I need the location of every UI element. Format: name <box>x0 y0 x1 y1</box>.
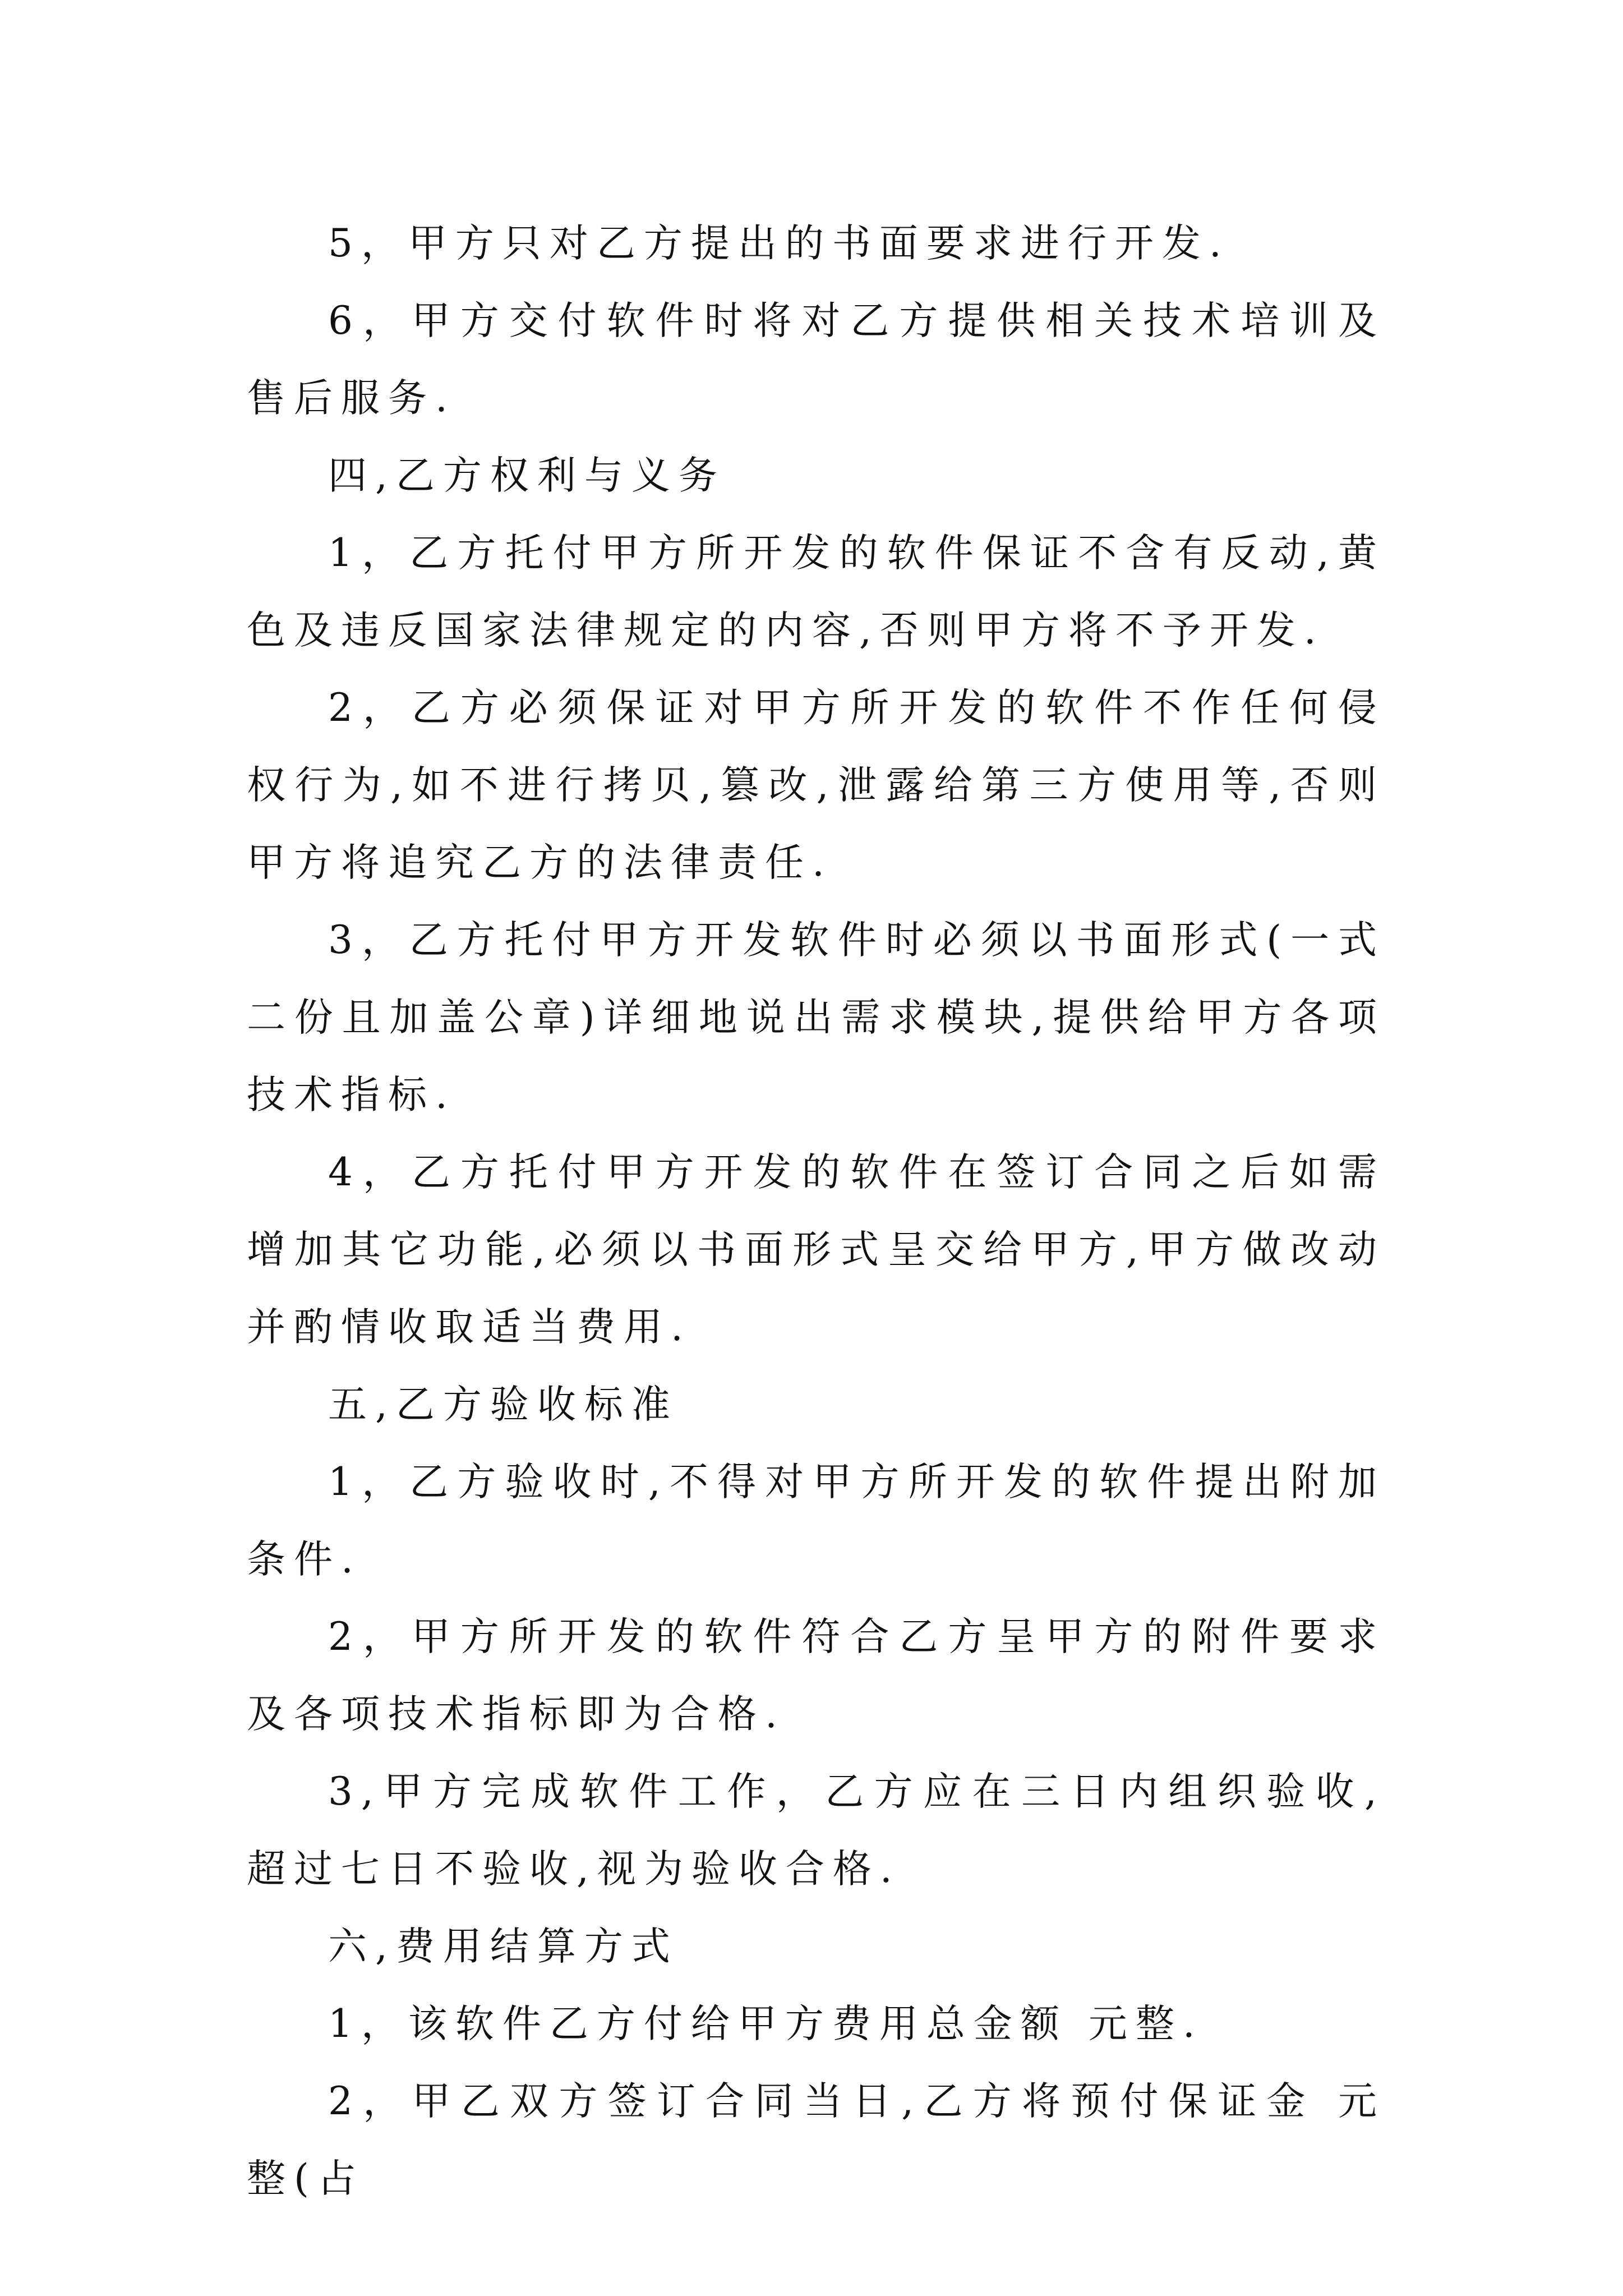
section-6-heading: 六,费用结算方式 <box>328 1924 679 1969</box>
document-body <box>247 205 1385 2217</box>
section-4-clause-1: 1，乙方托付甲方所开发的软件保证不含有反动,黄色及违反国家法律规定的内容,否则甲方将不予开发. <box>247 531 1385 653</box>
section-5-clause-3: 3,甲方完成软件工作，乙方应在三日内组织验收,超过七日不验收,视为验收合格. <box>247 1769 1385 1892</box>
section-6-clause-2: 2，甲乙双方签订合同当日,乙方将预付保证金 元整(占 <box>247 2079 1385 2201</box>
section-4-clause-3: 3，乙方托付甲方开发软件时必须以书面形式(一式二份且加盖公章)详细地说出需求模块,提供给甲方各项技术指标. <box>247 918 1385 1117</box>
clause-5-written-requirements: 5，甲方只对乙方提出的书面要求进行开发. <box>328 221 1230 266</box>
clause-6-training-service: 6，甲方交付软件时将对乙方提供相关技术培训及售后服务. <box>247 298 1385 421</box>
section-6-clause-1: 1，该软件乙方付给甲方费用总金额 元整. <box>328 2001 1204 2046</box>
section-4-clause-2: 2，乙方必须保证对甲方所开发的软件不作任何侵权行为,如不进行拷贝,篡改,泄露给第三方使用等,否则甲方将追究乙方的法律责任. <box>247 685 1385 885</box>
section-5-clause-2: 2，甲方所开发的软件符合乙方呈甲方的附件要求及各项技术指标即为合格. <box>247 1614 1385 1737</box>
section-5-clause-1: 1，乙方验收时,不得对甲方所开发的软件提出附加条件. <box>247 1460 1385 1582</box>
section-4-heading: 四,乙方权利与义务 <box>328 453 726 498</box>
section-4-clause-4: 4，乙方托付甲方开发的软件在签订合同之后如需增加其它功能,必须以书面形式呈交给甲方,甲方做改动并酌情收取适当费用. <box>247 1150 1385 1350</box>
section-5-heading: 五,乙方验收标准 <box>328 1382 679 1427</box>
